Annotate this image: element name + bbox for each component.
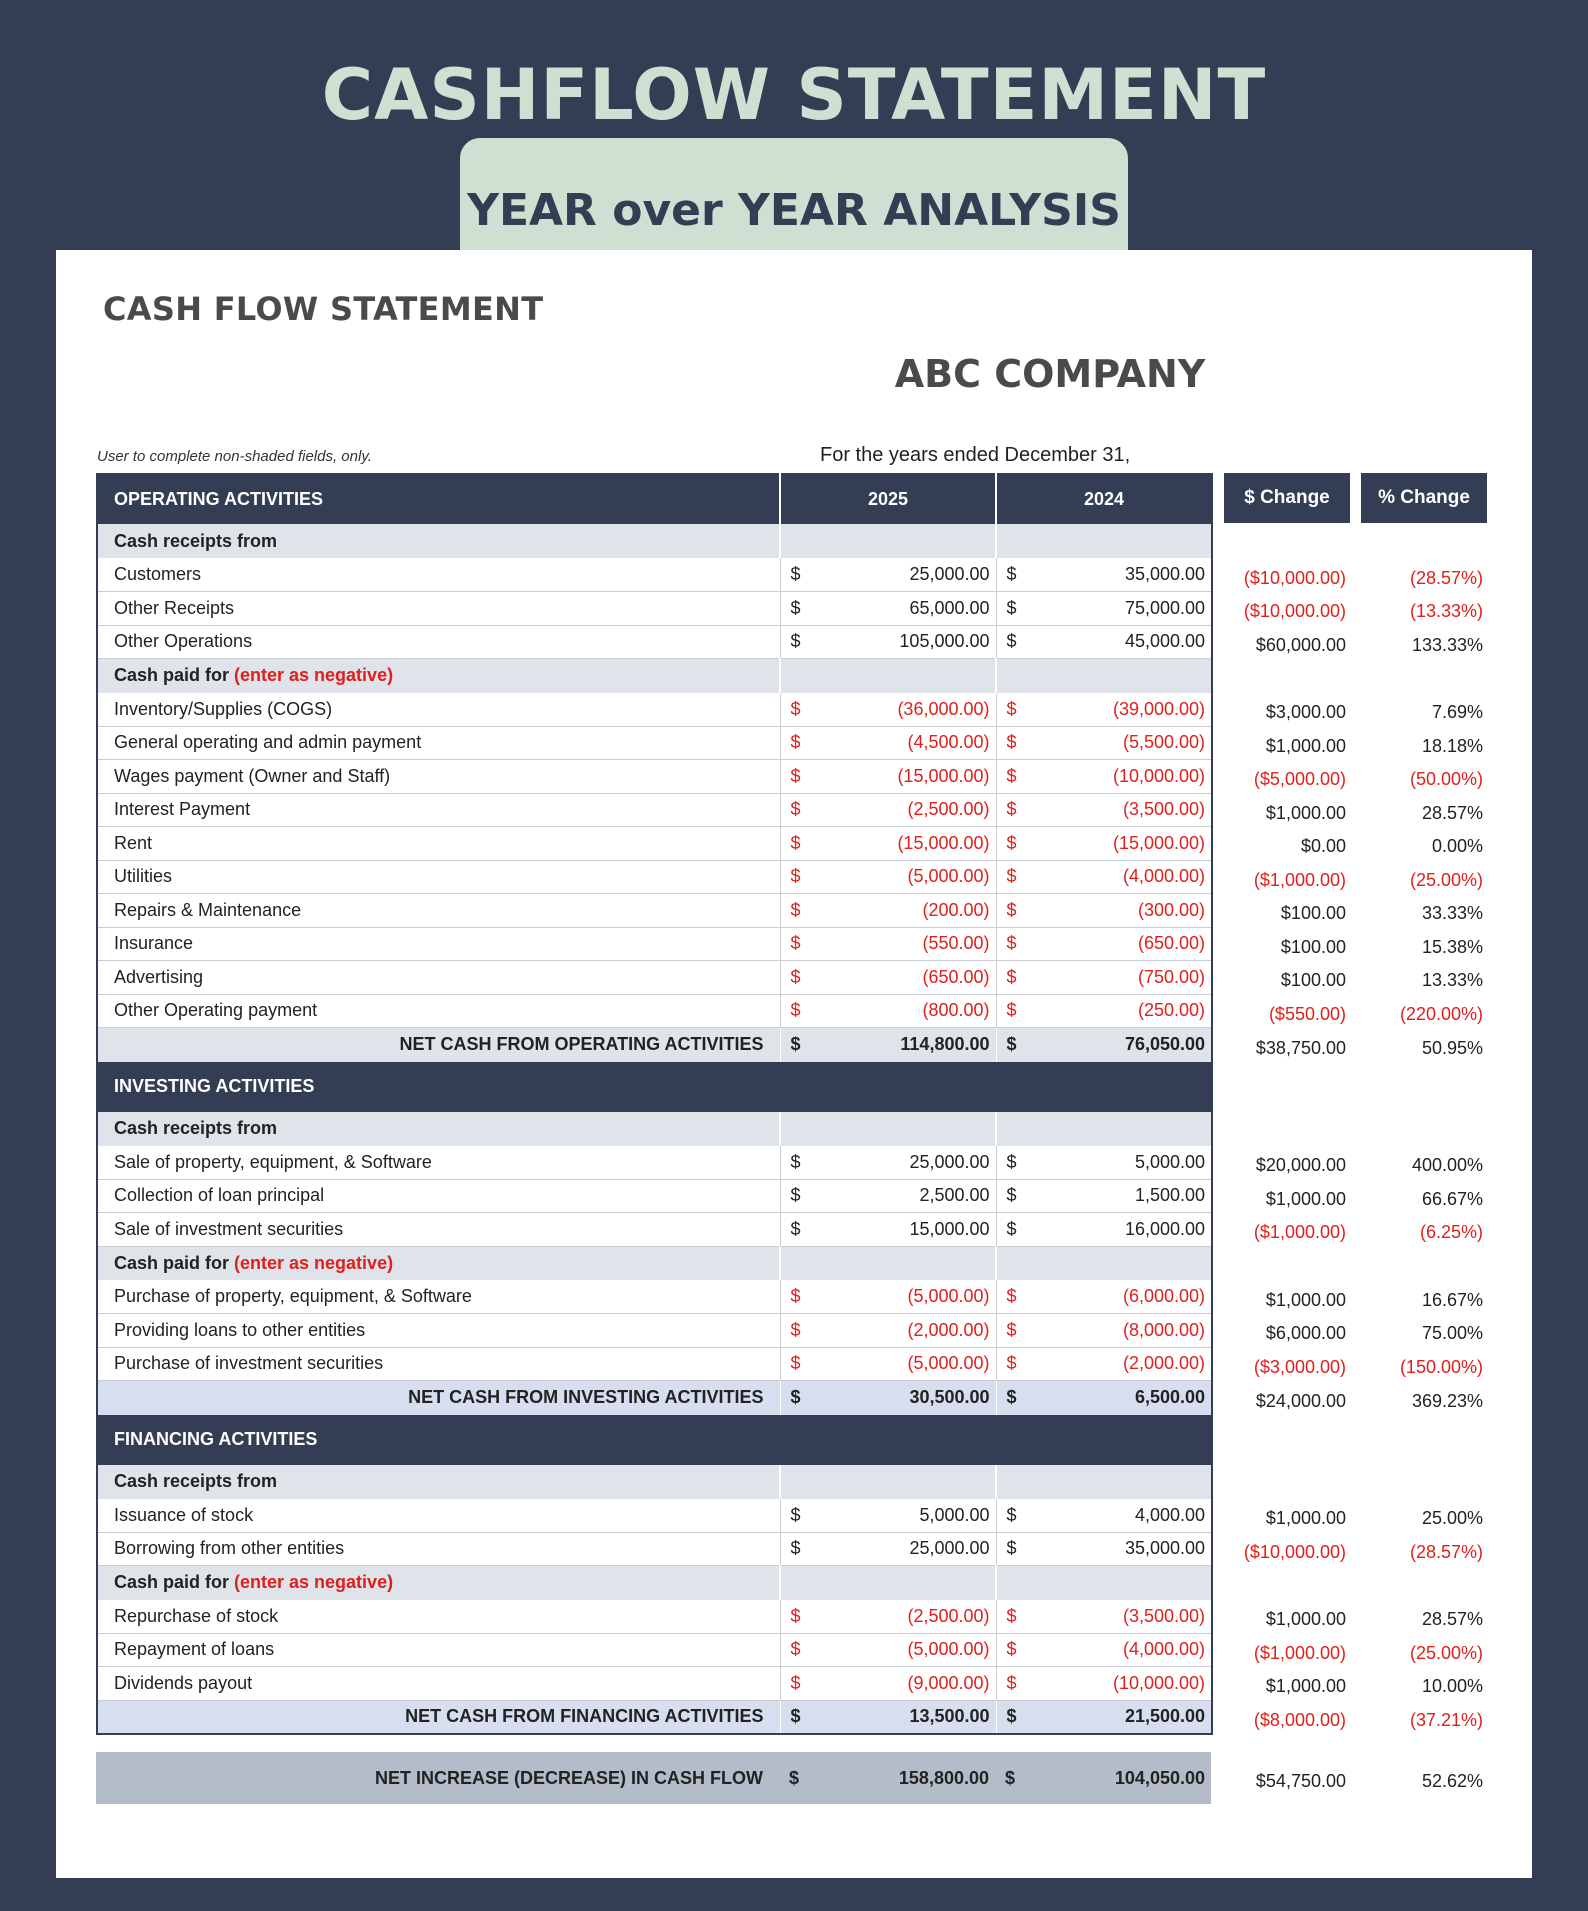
dollar-change-value: $100.00 [1280,970,1346,991]
operating-total-row [97,1028,1212,1062]
header-year-2025: 2025 [780,474,996,524]
value-2024-cell[interactable]: (300.00) [1024,894,1212,928]
table-row [97,927,1212,961]
operating-total-label: NET CASH FROM OPERATING ACTIVITIES [97,1028,780,1062]
dollar-change-value: $1,000.00 [1265,1609,1346,1630]
percent-change-value: 400.00% [1411,1155,1483,1176]
currency-sign: $ [779,1752,807,1804]
dollar-change-value: $1,000.00 [1265,735,1346,756]
table-row [97,1314,1212,1348]
currency-sign: $ [996,1213,1024,1247]
currency-sign: $ [996,1314,1024,1348]
value-2024-cell[interactable]: 35,000.00 [1024,1532,1212,1566]
subheader-blank [996,1246,1212,1280]
percent-change-value: 66.67% [1421,1188,1483,1209]
row-label: Repurchase of stock [97,1600,780,1634]
investing-paid-subheader [97,1246,1212,1280]
table-row [97,760,1212,794]
currency-sign: $ [780,1347,808,1381]
value-2025-cell[interactable]: (200.00) [808,894,996,928]
percent-change-value: 15.38% [1421,936,1483,957]
currency-sign: $ [996,1532,1024,1566]
row-label: Other Operating payment [97,994,780,1028]
receipts-label: Cash receipts from [97,1112,780,1146]
value-2025-cell[interactable]: 25,000.00 [808,1532,996,1566]
subheader-blank [780,1112,996,1146]
value-2025-cell[interactable]: (15,000.00) [808,827,996,861]
percent-change-value: 13.33% [1421,970,1483,991]
row-label: Wages payment (Owner and Staff) [97,760,780,794]
value-2024-cell[interactable]: (650.00) [1024,927,1212,961]
value-2025-cell[interactable]: 25,000.00 [808,1146,996,1180]
table-header-row [97,474,1212,524]
percent-change-value: 16.67% [1421,1289,1483,1310]
currency-sign: $ [996,625,1024,659]
financing-total-2025[interactable]: 13,500.00 [808,1700,996,1734]
currency-sign: $ [780,1028,808,1062]
value-2024-cell[interactable]: 5,000.00 [1024,1146,1212,1180]
table-row [97,860,1212,894]
table-row [97,1600,1212,1634]
percent-change-value: 7.69% [1431,702,1483,723]
operating-receipts-subheader [97,524,1212,558]
row-label: Collection of loan principal [97,1179,780,1213]
table-row [97,1179,1212,1213]
value-2024-cell[interactable]: (6,000.00) [1024,1280,1212,1314]
row-label: Interest Payment [97,793,780,827]
currency-sign: $ [996,1381,1024,1415]
financing-paid-subheader [97,1566,1212,1600]
dollar-change-value: ($1,000.00) [1253,1642,1346,1663]
dollar-change-value: $38,750.00 [1255,1037,1346,1058]
currency-sign: $ [780,1280,808,1314]
banner-title: CASHFLOW STATEMENT [321,54,1267,136]
value-2024-cell[interactable]: (750.00) [1024,961,1212,995]
value-2025-cell[interactable]: (650.00) [808,961,996,995]
currency-sign: $ [996,927,1024,961]
value-2025-cell[interactable]: (550.00) [808,927,996,961]
instruction-note: User to complete non-shaded fields, only. [97,448,372,465]
value-2025-cell[interactable]: 65,000.00 [808,592,996,626]
paid-label-text: Cash paid for [114,665,235,686]
currency-sign: $ [996,827,1024,861]
currency-sign: $ [780,1213,808,1247]
company-name: ABC COMPANY [894,352,1206,396]
financing-total-row [97,1700,1212,1734]
currency-sign: $ [780,961,808,995]
dollar-change-value: ($3,000.00) [1253,1356,1346,1377]
currency-sign: $ [780,827,808,861]
receipts-label: Cash receipts from [97,524,780,558]
row-label: Repairs & Maintenance [97,894,780,928]
value-2025-cell[interactable]: (800.00) [808,994,996,1028]
receipts-label: Cash receipts from [97,1465,780,1499]
currency-sign: $ [780,1314,808,1348]
currency-sign: $ [780,1667,808,1701]
value-2024-cell[interactable]: 1,500.00 [1024,1179,1212,1213]
dollar-change-value: $1,000.00 [1265,1676,1346,1697]
paid-label-text: Cash paid for [114,1252,235,1273]
currency-sign: $ [780,726,808,760]
table-row [97,1347,1212,1381]
value-2024-cell[interactable]: (15,000.00) [1024,827,1212,861]
currency-sign: $ [995,1752,1023,1804]
value-2024-cell[interactable]: (250.00) [1024,994,1212,1028]
row-label: Sale of investment securities [97,1213,780,1247]
header-operating-label: OPERATING ACTIVITIES [97,474,780,524]
subheader-blank [996,524,1212,558]
dollar-change-value: ($8,000.00) [1253,1710,1346,1730]
percent-change-value: (150.00%) [1399,1356,1483,1377]
value-2024-cell[interactable]: (10,000.00) [1024,760,1212,794]
currency-sign: $ [996,994,1024,1028]
row-label: Rent [97,827,780,861]
currency-sign: $ [996,1179,1024,1213]
currency-sign: $ [996,760,1024,794]
subheader-blank [780,1465,996,1499]
table-row [97,961,1212,995]
row-label: Issuance of stock [97,1499,780,1533]
period-label: For the years ended December 31, [820,444,1131,466]
percent-change-value: (25.00%) [1409,869,1483,890]
percent-change-value: (25.00%) [1409,1642,1483,1663]
currency-sign: $ [996,894,1024,928]
dollar-change-value: $3,000.00 [1265,702,1346,723]
currency-sign: $ [996,1146,1024,1180]
table-row [97,793,1212,827]
currency-sign: $ [996,1667,1024,1701]
currency-sign: $ [996,1499,1024,1533]
subheader-blank [780,524,996,558]
percent-change-value: 369.23% [1411,1390,1483,1411]
currency-sign: $ [996,1600,1024,1634]
percent-change-value: 0.00% [1431,836,1483,857]
percent-change-value: 50.95% [1421,1037,1483,1058]
subheader-blank [780,1246,996,1280]
currency-sign: $ [780,760,808,794]
paid-label [97,659,780,693]
table-row [97,1633,1212,1667]
value-2024-cell[interactable]: (10,000.00) [1024,1667,1212,1701]
row-label: Utilities [97,860,780,894]
value-2025-cell[interactable]: (36,000.00) [808,693,996,727]
currency-sign: $ [996,1347,1024,1381]
currency-sign: $ [996,1700,1024,1734]
value-2025-cell[interactable]: (5,000.00) [808,1633,996,1667]
dollar-change-value: $1,000.00 [1265,1508,1346,1529]
value-2024-cell[interactable]: (4,000.00) [1024,1633,1212,1667]
table-row [97,1499,1212,1533]
currency-sign: $ [996,726,1024,760]
financing-receipts-subheader [97,1465,1212,1499]
percent-change-value: (28.57%) [1409,567,1483,588]
dollar-change-value: ($1,000.00) [1253,869,1346,890]
currency-sign: $ [996,961,1024,995]
percent-change-value: (6.25%) [1419,1222,1483,1243]
dollar-change-value: ($10,000.00) [1243,567,1346,588]
percent-change-value: (13.33%) [1409,601,1483,622]
currency-sign: $ [780,1600,808,1634]
dollar-change-value: $1,000.00 [1265,802,1346,823]
investing-total-row [97,1381,1212,1415]
table-row [97,1667,1212,1701]
currency-sign: $ [780,894,808,928]
currency-sign: $ [780,1179,808,1213]
investing-section-title: INVESTING ACTIVITIES [97,1062,1212,1112]
subheader-blank [996,1566,1212,1600]
header-year-2024: 2024 [996,474,1212,524]
row-label: Sale of property, equipment, & Software [97,1146,780,1180]
percent-change-value: 33.33% [1421,903,1483,924]
table-row [97,726,1212,760]
row-label: Dividends payout [97,1667,780,1701]
dollar-change-value: $1,000.00 [1265,1289,1346,1310]
currency-sign: $ [780,860,808,894]
financing-total-2024[interactable]: 21,500.00 [1024,1700,1212,1734]
currency-sign: $ [780,927,808,961]
value-2024-cell[interactable]: (3,500.00) [1024,793,1212,827]
investing-receipts-subheader [97,1112,1212,1146]
currency-sign: $ [780,1499,808,1533]
currency-sign: $ [780,1146,808,1180]
currency-sign: $ [780,1633,808,1667]
table-row [97,894,1212,928]
net-cashflow-label: NET INCREASE (DECREASE) IN CASH FLOW [96,1752,779,1804]
value-2025-cell[interactable]: (5,000.00) [808,1280,996,1314]
currency-sign: $ [780,994,808,1028]
dollar-change-header: $ Change [1224,473,1350,523]
dollar-change-value: ($10,000.00) [1243,601,1346,622]
paid-label [97,1246,780,1280]
banner-subtitle: YEAR over YEAR ANALYSIS [467,185,1121,236]
dollar-change-value: $1,000.00 [1265,1188,1346,1209]
currency-sign: $ [780,793,808,827]
value-2025-cell[interactable]: 105,000.00 [808,625,996,659]
percent-change-value: 28.57% [1421,802,1483,823]
paid-label-text: Cash paid for [114,1572,235,1593]
row-label: Other Operations [97,625,780,659]
document-title: CASH FLOW STATEMENT [103,290,544,328]
net-cashflow-row [96,1752,1211,1804]
row-label: Advertising [97,961,780,995]
row-label: Repayment of loans [97,1633,780,1667]
value-2024-cell[interactable]: (39,000.00) [1024,693,1212,727]
value-2025-cell[interactable]: (5,000.00) [808,860,996,894]
value-2025-cell[interactable]: (5,000.00) [808,1347,996,1381]
row-label: Purchase of property, equipment, & Software [97,1280,780,1314]
currency-sign: $ [996,860,1024,894]
table-row [97,994,1212,1028]
dollar-change-value: $60,000.00 [1255,634,1346,655]
dollar-change-value: $100.00 [1280,936,1346,957]
table-row [97,558,1212,592]
dollar-change-value: ($5,000.00) [1253,769,1346,790]
value-2024-cell[interactable]: (5,500.00) [1024,726,1212,760]
percent-change-value: 25.00% [1421,1508,1483,1529]
dollar-change-value: ($1,000.00) [1253,1222,1346,1243]
investing-total-2024[interactable]: 6,500.00 [1024,1381,1212,1415]
paid-label [97,1566,780,1600]
value-2025-cell[interactable]: (15,000.00) [808,760,996,794]
table-row [97,827,1212,861]
currency-sign: $ [780,1700,808,1734]
percent-change-value: (28.57%) [1409,1541,1483,1562]
value-2025-cell[interactable]: (2,500.00) [808,1600,996,1634]
subheader-blank [780,1566,996,1600]
value-2024-cell[interactable]: 4,000.00 [1024,1499,1212,1533]
value-2024-cell[interactable]: (3,500.00) [1024,1600,1212,1634]
percent-change-header: % Change [1361,473,1487,523]
percent-change-value: (50.00%) [1409,769,1483,790]
value-2024-cell[interactable]: 45,000.00 [1024,625,1212,659]
dollar-change-value: $0.00 [1300,836,1346,857]
table-row [97,1532,1212,1566]
dollar-change-value: $100.00 [1280,903,1346,924]
percent-change-value: 133.33% [1411,634,1483,655]
dollar-change-value: ($10,000.00) [1243,1541,1346,1562]
net-2025-value[interactable]: 158,800.00 [807,1752,995,1804]
currency-sign: $ [996,592,1024,626]
row-label: Inventory/Supplies (COGS) [97,693,780,727]
value-2024-cell[interactable]: 16,000.00 [1024,1213,1212,1247]
row-label: Other Receipts [97,592,780,626]
value-2024-cell[interactable]: 35,000.00 [1024,558,1212,592]
currency-sign: $ [996,558,1024,592]
dollar-change-value: ($550.00) [1268,1003,1346,1024]
dollar-change-value: $24,000.00 [1255,1390,1346,1411]
subheader-blank [996,1465,1212,1499]
value-2025-cell[interactable]: (4,500.00) [808,726,996,760]
financing-section-title: FINANCING ACTIVITIES [97,1415,1212,1465]
percent-change-value: 10.00% [1421,1676,1483,1697]
row-label: Customers [97,558,780,592]
currency-sign: $ [780,592,808,626]
net-cashflow-table [96,1752,1211,1804]
percent-change-value: 75.00% [1421,1323,1483,1344]
value-2025-cell[interactable]: 5,000.00 [808,1499,996,1533]
currency-sign: $ [996,1280,1024,1314]
subheader-blank [780,659,996,693]
row-label: General operating and admin payment [97,726,780,760]
dollar-change-value: $20,000.00 [1255,1155,1346,1176]
table-row [97,592,1212,626]
row-label: Borrowing from other entities [97,1532,780,1566]
percent-change-value: (37.21%) [1409,1710,1483,1730]
investing-total-2025[interactable]: 30,500.00 [808,1381,996,1415]
enter-negative-note: (enter as negative) [234,665,394,686]
currency-sign: $ [780,625,808,659]
value-2024-cell[interactable]: 75,000.00 [1024,592,1212,626]
net-2024-value[interactable]: 104,050.00 [1023,1752,1211,1804]
dollar-change-value: $54,750.00 [1255,1771,1346,1791]
table-row [97,1146,1212,1180]
value-2025-cell[interactable]: 2,500.00 [808,1179,996,1213]
percent-change-value: 28.57% [1421,1609,1483,1630]
value-2025-cell[interactable]: 25,000.00 [808,558,996,592]
operating-paid-subheader [97,659,1212,693]
subheader-blank [996,1112,1212,1146]
financing-section-header [97,1415,1212,1465]
enter-negative-note: (enter as negative) [234,1572,394,1593]
currency-sign: $ [780,1381,808,1415]
table-row [97,1280,1212,1314]
cashflow-table [96,473,1213,1735]
dollar-change-value: $6,000.00 [1265,1323,1346,1344]
operating-total-2025[interactable]: 114,800.00 [808,1028,996,1062]
currency-sign: $ [780,558,808,592]
currency-sign: $ [996,1633,1024,1667]
value-2024-cell[interactable]: (8,000.00) [1024,1314,1212,1348]
percent-change-value: 52.62% [1421,1771,1483,1791]
value-2025-cell[interactable]: 15,000.00 [808,1213,996,1247]
table-row [97,625,1212,659]
value-2024-cell[interactable]: (2,000.00) [1024,1347,1212,1381]
row-label: Insurance [97,927,780,961]
currency-sign: $ [996,693,1024,727]
value-2025-cell[interactable]: (2,500.00) [808,793,996,827]
currency-sign: $ [780,1532,808,1566]
financing-total-label: NET CASH FROM FINANCING ACTIVITIES [97,1700,780,1734]
percent-change-value: (220.00%) [1399,1003,1483,1024]
percent-change-value: 18.18% [1421,735,1483,756]
operating-total-2024[interactable]: 76,050.00 [1024,1028,1212,1062]
value-2024-cell[interactable]: (4,000.00) [1024,860,1212,894]
investing-section-header [97,1062,1212,1112]
currency-sign: $ [996,1028,1024,1062]
value-2025-cell[interactable]: (9,000.00) [808,1667,996,1701]
table-row [97,693,1212,727]
subheader-blank [996,659,1212,693]
currency-sign: $ [780,693,808,727]
table-row [97,1213,1212,1247]
enter-negative-note: (enter as negative) [234,1252,394,1273]
row-label: Purchase of investment securities [97,1347,780,1381]
currency-sign: $ [996,793,1024,827]
row-label: Providing loans to other entities [97,1314,780,1348]
value-2025-cell[interactable]: (2,000.00) [808,1314,996,1348]
investing-total-label: NET CASH FROM INVESTING ACTIVITIES [97,1381,780,1415]
